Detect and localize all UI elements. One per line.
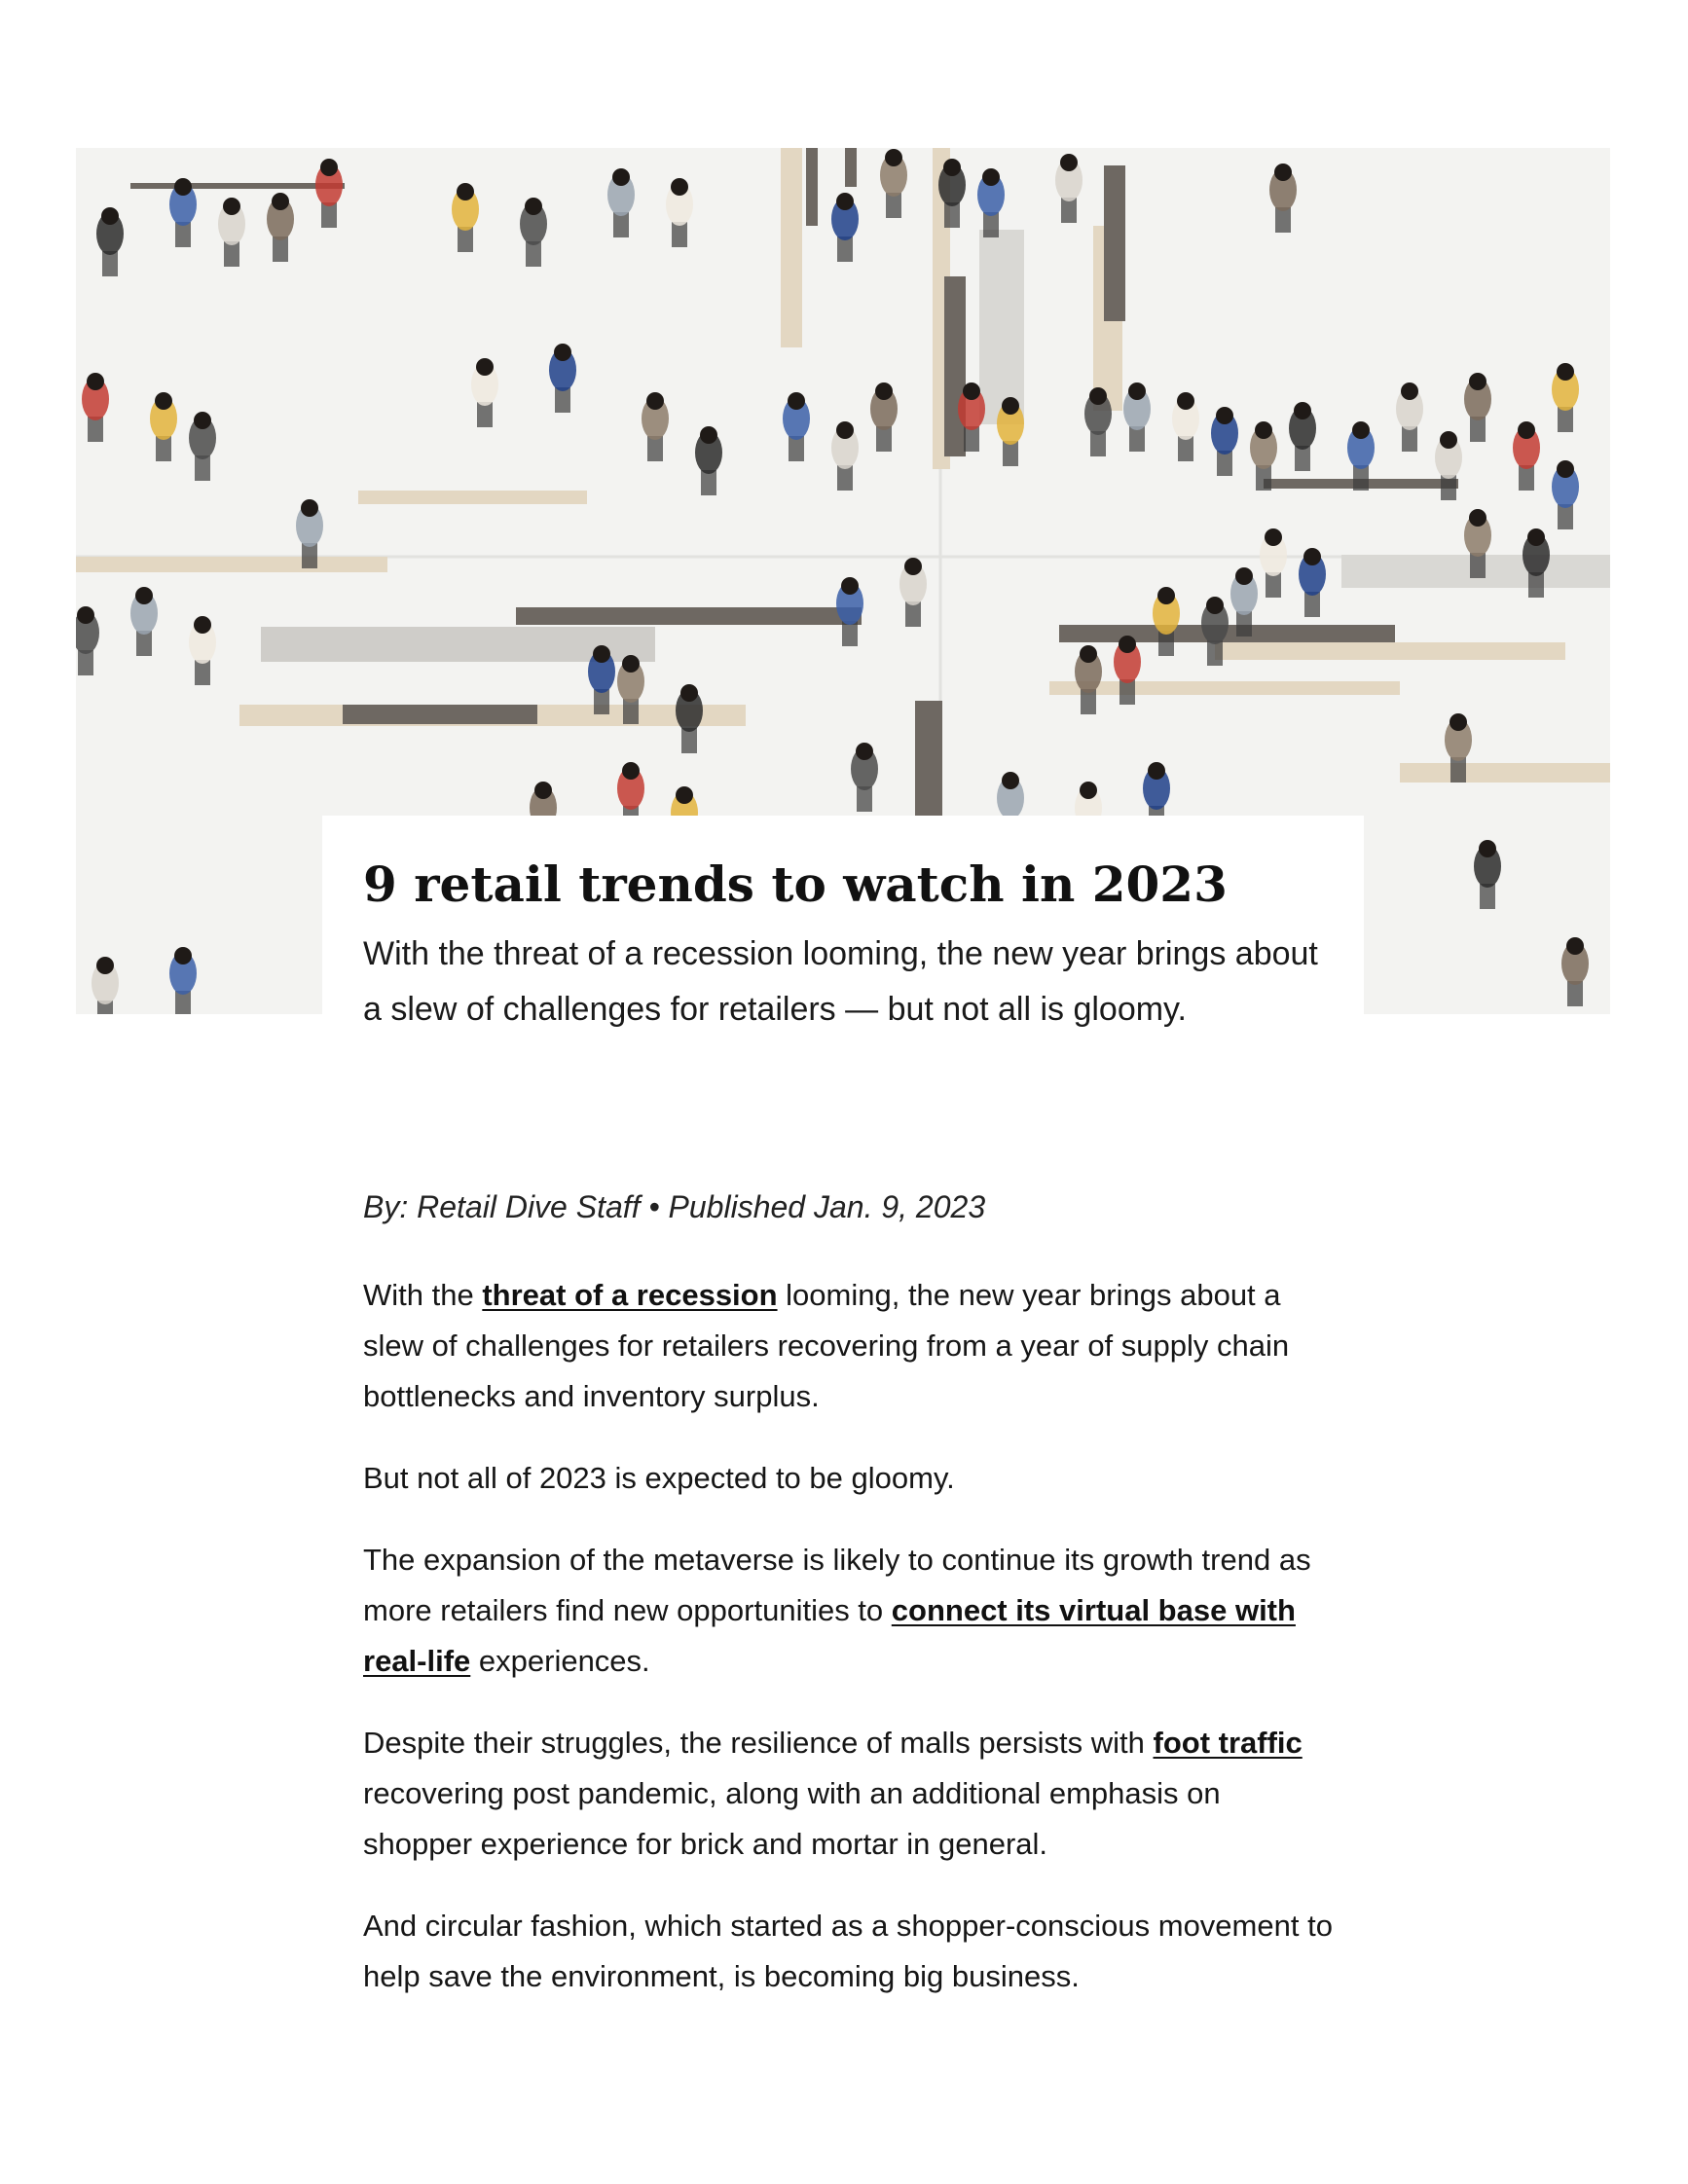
shopper-head: [856, 743, 873, 760]
shopper-head: [301, 499, 318, 517]
shopper-head: [1401, 382, 1418, 400]
byline: [363, 1183, 1337, 1231]
shopper-head: [646, 392, 664, 410]
shopper-head: [671, 178, 688, 196]
shopper-head: [982, 168, 1000, 186]
shopper-head: [77, 606, 94, 624]
headline-card: [322, 816, 1364, 1037]
shopper-head: [700, 426, 717, 444]
shopper-head: [1527, 528, 1545, 546]
byline-author: By: Retail Dive Staff: [363, 1189, 641, 1224]
shopper-head: [87, 373, 104, 390]
shopper-head: [320, 159, 338, 176]
shopper-head: [476, 358, 494, 376]
shopper-head: [836, 421, 854, 439]
article-body: [363, 1183, 1337, 2033]
article-title: 9 retail trends to watch in 2023: [363, 855, 1228, 913]
shopper-head: [1060, 154, 1078, 171]
paragraph-4-text-start: Despite their struggles, the resilience of malls persists with: [363, 1726, 1154, 1760]
shopper-head: [1449, 713, 1467, 731]
shopper-head: [534, 782, 552, 799]
shopper-head: [1518, 421, 1535, 439]
paragraph-1-text-start: With the: [363, 1278, 483, 1312]
shopper-head: [1157, 587, 1175, 604]
shopper-head: [1294, 402, 1311, 419]
shopper-head: [1469, 373, 1486, 390]
shopper-head: [525, 198, 542, 215]
shopper-head: [1002, 772, 1019, 789]
shopper-head: [1479, 840, 1496, 857]
shopper-head: [1265, 528, 1282, 546]
shopper-head: [1216, 407, 1233, 424]
shopper-head: [904, 558, 922, 575]
shopper-head: [554, 344, 571, 361]
shopper-head: [680, 684, 698, 702]
shopper-head: [1119, 636, 1136, 653]
shopper-head: [174, 178, 192, 196]
paragraph-3: [363, 1535, 1337, 1687]
shopper-head: [1080, 782, 1097, 799]
shopper-head: [943, 159, 961, 176]
shopper-head: [612, 168, 630, 186]
shopper-head: [836, 193, 854, 210]
shopper-head: [885, 149, 902, 166]
paragraph-1: [363, 1270, 1337, 1422]
link-threat-of-a-recession[interactable]: threat of a recession: [482, 1278, 778, 1312]
shopper-head: [1303, 548, 1321, 565]
shopper-head: [1235, 567, 1253, 585]
link-foot-traffic[interactable]: foot traffic: [1153, 1726, 1303, 1760]
paragraph-2: But not all of 2023 is expected to be gloomy.: [363, 1461, 955, 1495]
shopper-head: [1177, 392, 1194, 410]
shopper-head: [174, 947, 192, 965]
shopper-head: [135, 587, 153, 604]
shopper-head: [1002, 397, 1019, 415]
shopper-head: [875, 382, 893, 400]
shopper-head: [1274, 164, 1292, 181]
shopper-head: [1440, 431, 1457, 449]
shopper-head: [223, 198, 240, 215]
shopper-head: [194, 616, 211, 634]
paragraph-1-text-end: looming, the new year brings about a slew of challenges for retailers recovering from a year of supply chain bottlenecks and inventory surplus.: [363, 1278, 1290, 1413]
shopper-head: [622, 762, 640, 780]
shopper-head: [1206, 597, 1224, 614]
paragraph-4: [363, 1718, 1337, 1870]
shopper-head: [1566, 937, 1584, 955]
paragraph-5: And circular fashion, which started as a shopper-conscious movement to help save the environment, is becoming big business.: [363, 1909, 1333, 1993]
shopper-head: [457, 183, 474, 200]
paragraph-3-text-end: experiences.: [470, 1644, 650, 1678]
shopper-head: [1469, 509, 1486, 527]
shopper-head: [1148, 762, 1165, 780]
shopper-head: [1557, 460, 1574, 478]
shopper-head: [272, 193, 289, 210]
byline-separator: •: [648, 1189, 660, 1224]
shopper-head: [194, 412, 211, 429]
shopper-head: [1128, 382, 1146, 400]
shopper-head: [101, 207, 119, 225]
article-dek: With the threat of a recession looming, the new year brings about a slew of challenges for retailers — but not all is gloomy.: [363, 934, 1318, 1028]
shopper-head: [1557, 363, 1574, 381]
shopper-head: [1080, 645, 1097, 663]
byline-published-date: Published Jan. 9, 2023: [668, 1189, 986, 1224]
shopper-head: [841, 577, 859, 595]
shopper-head: [593, 645, 610, 663]
shopper-head: [676, 786, 693, 804]
shopper-head: [788, 392, 805, 410]
shopper-head: [1352, 421, 1370, 439]
shopper-head: [963, 382, 980, 400]
paragraph-4-text-end: recovering post pandemic, along with an additional emphasis on shopper experience for brick and mortar in general.: [363, 1776, 1221, 1861]
shopper-head: [622, 655, 640, 673]
link-connect-virtual-base[interactable]: connect its virtual base with real-life: [363, 1593, 1296, 1678]
shopper-head: [96, 957, 114, 974]
paragraph-3-text-start: The expansion of the metaverse is likely to continue its growth trend as more retailers find new opportunities to: [363, 1543, 1311, 1627]
shopper-head: [1089, 387, 1107, 405]
shopper-head: [155, 392, 172, 410]
shopper-head: [1255, 421, 1272, 439]
